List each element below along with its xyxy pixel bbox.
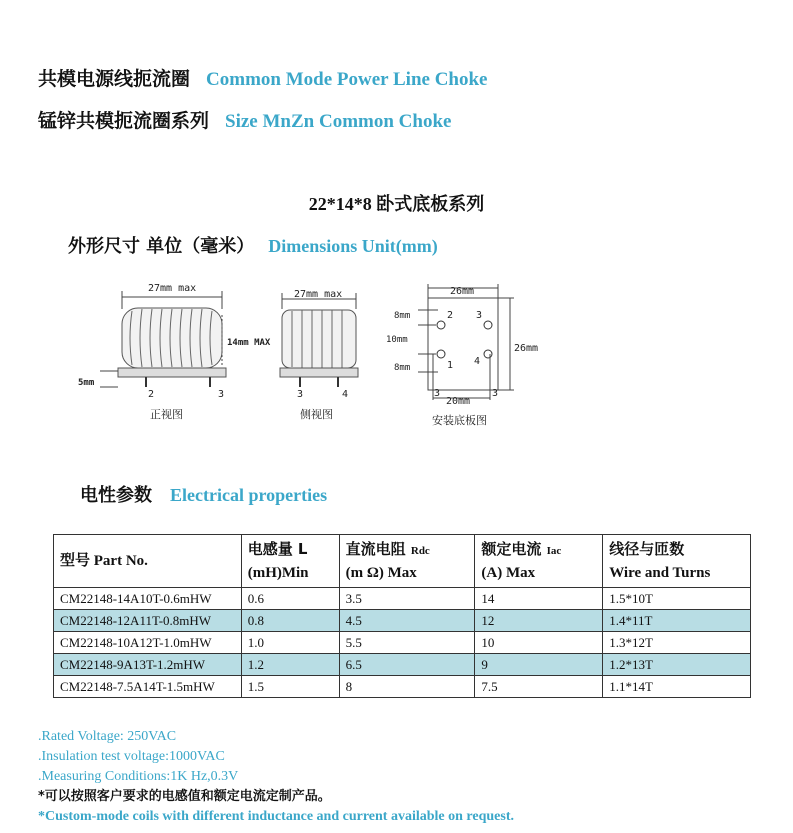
notes — [38, 727, 514, 827]
cell-part-no: CM22148-14A10T-0.6mHW — [54, 588, 242, 610]
cell-resistance: 5.5 — [339, 632, 475, 654]
cell-wire: 1.3*12T — [603, 632, 751, 654]
cell-wire: 1.1*14T — [603, 676, 751, 698]
base-bottom-left: 3 — [434, 388, 441, 399]
cell-resistance: 4.5 — [339, 610, 475, 632]
base-pin-2: 2 — [447, 310, 454, 321]
electrical-title — [80, 481, 327, 507]
table-row — [54, 610, 751, 632]
table-row — [54, 588, 751, 610]
side-pin-a: 3 — [297, 389, 304, 400]
table-header-row — [54, 535, 751, 588]
base-pin-4: 4 — [474, 356, 481, 367]
side-view-caption: 侧视图 — [300, 408, 333, 421]
cell-part-no: CM22148-7.5A14T-1.5mHW — [54, 676, 242, 698]
header-dc-resistance: 直流电阻 Rdc (m Ω) Max — [339, 535, 475, 588]
side-width-label: 27mm max — [294, 289, 343, 300]
table-row — [54, 632, 751, 654]
title-cn-2: 锰锌共模扼流圈系列 — [38, 110, 210, 132]
side-pin-b: 4 — [342, 389, 349, 400]
cell-wire: 1.2*13T — [603, 654, 751, 676]
base-dim-3: 8mm — [394, 363, 411, 373]
cell-wire: 1.5*10T — [603, 588, 751, 610]
cell-inductance: 0.8 — [241, 610, 339, 632]
cell-part-no: CM22148-10A12T-1.0mHW — [54, 632, 242, 654]
note-measuring: .Measuring Conditions:1K Hz,0.3V — [38, 769, 239, 784]
note-custom-cn: *可以按照客户要求的电感值和额定电流定制产品。 — [38, 789, 331, 804]
cell-inductance: 1.5 — [241, 676, 339, 698]
cell-inductance: 1.2 — [241, 654, 339, 676]
front-view-caption: 正视图 — [150, 408, 183, 421]
title-cn-1: 共模电源线扼流圈 — [38, 68, 191, 90]
base-dim-2: 10mm — [386, 335, 408, 345]
side-view-drawing — [270, 275, 370, 400]
cell-current: 12 — [475, 610, 603, 632]
cell-current: 14 — [475, 588, 603, 610]
base-bottom-mid: 20mm — [446, 396, 471, 405]
cell-part-no: CM22148-9A13T-1.2mHW — [54, 654, 242, 676]
cell-inductance: 1.0 — [241, 632, 339, 654]
cell-current: 10 — [475, 632, 603, 654]
cell-inductance: 0.6 — [241, 588, 339, 610]
dimensions-title-cn: 外形尺寸 单位（毫米） — [68, 236, 255, 257]
dimensions-title-en: Dimensions Unit(mm) — [268, 236, 438, 256]
base-dim-1: 8mm — [394, 311, 411, 321]
base-height-label: 26mm — [514, 343, 539, 354]
title-line-1 — [38, 64, 487, 91]
table-row — [54, 654, 751, 676]
cell-current: 9 — [475, 654, 603, 676]
header-wire-turns: 线径与匝数 Wire and Turns — [603, 535, 751, 588]
cell-wire: 1.4*11T — [603, 610, 751, 632]
cell-current: 7.5 — [475, 676, 603, 698]
cell-part-no: CM22148-12A11T-0.8mHW — [54, 610, 242, 632]
front-pin-label: 5mm — [78, 378, 95, 388]
base-width-label: 26mm — [450, 286, 475, 297]
base-plate-caption: 安装底板图 — [432, 414, 487, 427]
title-en-2: Size MnZn Common Choke — [225, 111, 452, 132]
dimensions-title — [68, 232, 438, 258]
table-row — [54, 676, 751, 698]
front-pin-a: 2 — [148, 389, 155, 400]
note-custom-en: *Custom-mode coils with different inductance and current available on request. — [38, 809, 514, 824]
front-pin-b: 3 — [218, 389, 225, 400]
electrical-title-en: Electrical properties — [170, 485, 328, 505]
base-bottom-right: 3 — [492, 388, 499, 399]
electrical-table — [53, 534, 751, 698]
electrical-title-cn: 电性参数 — [80, 485, 152, 506]
base-pin-1: 1 — [447, 360, 454, 371]
header-rated-current: 额定电流 Iac (A) Max — [475, 535, 603, 588]
cell-resistance: 3.5 — [339, 588, 475, 610]
front-view-drawing — [70, 275, 285, 400]
series-title: 22*14*8 卧式底板系列 — [308, 194, 485, 214]
front-width-label: 27mm max — [148, 283, 197, 294]
note-insulation: .Insulation test voltage:1000VAC — [38, 749, 225, 764]
base-plate-drawing — [380, 280, 550, 405]
title-en-1: Common Mode Power Line Choke — [206, 69, 488, 90]
cell-resistance: 8 — [339, 676, 475, 698]
cell-resistance: 6.5 — [339, 654, 475, 676]
base-pin-3: 3 — [476, 310, 483, 321]
header-inductance: 电感量 L (mH)Min — [241, 535, 339, 588]
header-part-no: 型号 Part No. — [54, 535, 242, 588]
title-line-2 — [38, 106, 451, 133]
front-height-label: 14mm MAX — [227, 338, 271, 348]
note-rated-voltage: .Rated Voltage: 250VAC — [38, 729, 177, 744]
